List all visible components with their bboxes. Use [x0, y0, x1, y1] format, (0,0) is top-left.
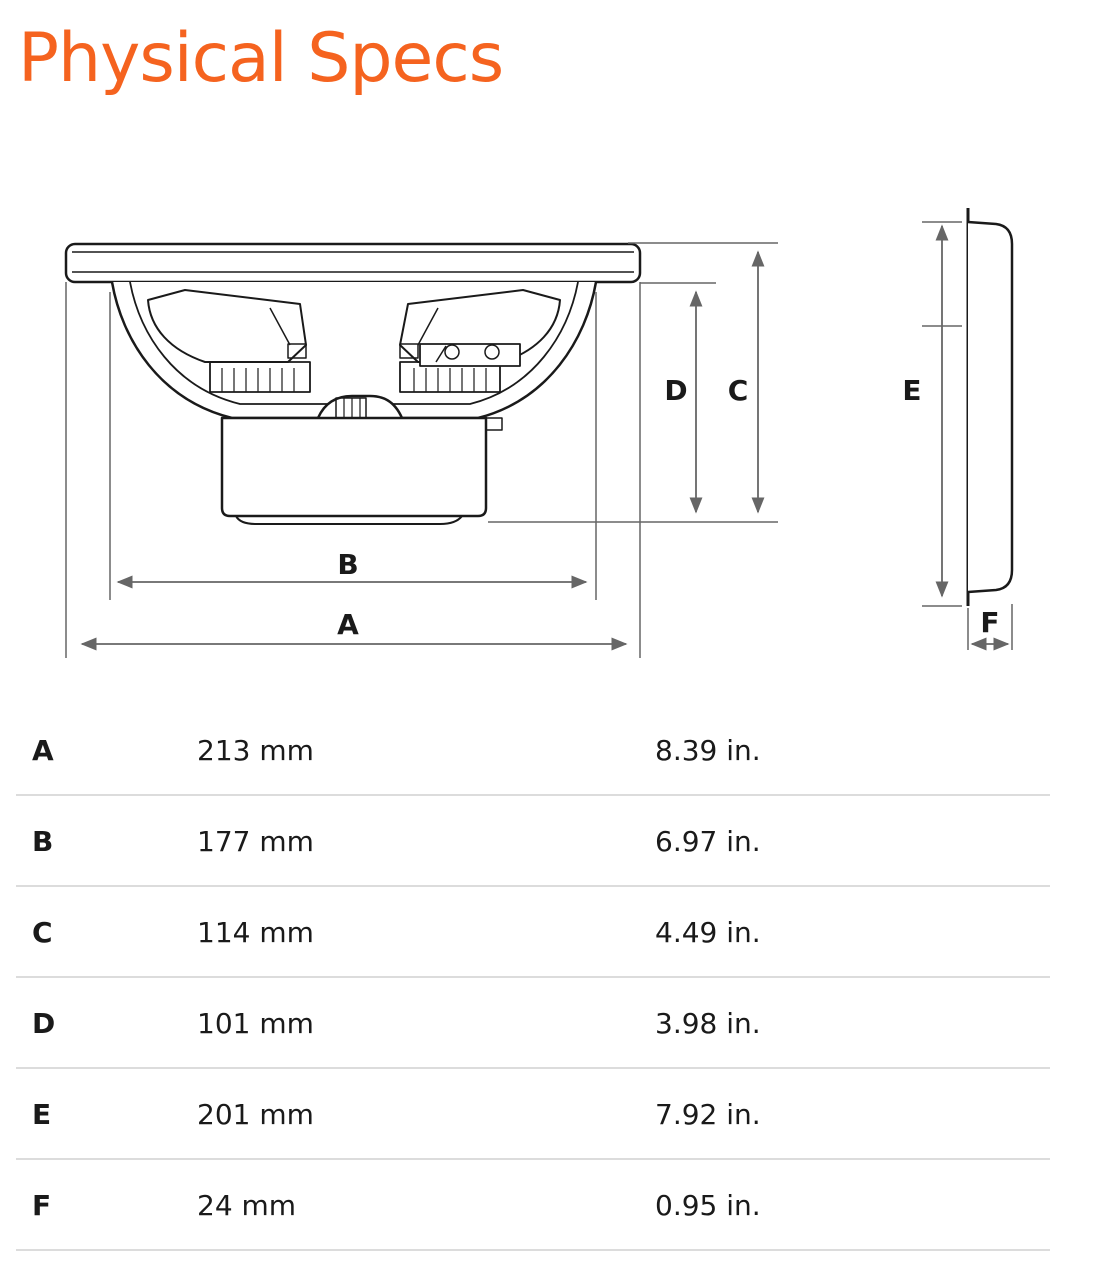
dimension-label-f: F	[980, 606, 1000, 639]
spec-inches: 8.39 in.	[655, 734, 761, 767]
spec-row-b	[16, 796, 1050, 887]
spec-mm: 114 mm	[197, 916, 314, 949]
spec-label: E	[32, 1098, 52, 1131]
spec-mm: 101 mm	[197, 1007, 314, 1040]
spec-label: F	[32, 1189, 52, 1222]
spec-row-a	[16, 705, 1050, 796]
spec-inches: 6.97 in.	[655, 825, 761, 858]
dimension-label-d: D	[664, 374, 688, 407]
spec-inches: 4.49 in.	[655, 916, 761, 949]
speaker-side-profile	[66, 244, 640, 524]
speaker-flange	[66, 244, 640, 282]
spec-row-c	[16, 887, 1050, 978]
spec-mm: 213 mm	[197, 734, 314, 767]
spec-inches: 0.95 in.	[655, 1189, 761, 1222]
dimension-label-c: C	[727, 374, 749, 407]
spec-row-f	[16, 1160, 1050, 1251]
spec-inches: 3.98 in.	[655, 1007, 761, 1040]
speaker-edge-profile	[968, 208, 1012, 606]
spec-mm: 201 mm	[197, 1098, 314, 1131]
page-title: Physical Specs	[18, 19, 504, 98]
spec-mm: 24 mm	[197, 1189, 297, 1222]
specs-table	[16, 705, 1050, 1251]
spec-mm: 177 mm	[197, 825, 314, 858]
spec-label: B	[32, 825, 54, 858]
spec-row-d	[16, 978, 1050, 1069]
dimension-label-b: B	[337, 548, 359, 581]
spec-label: A	[32, 734, 54, 767]
spec-inches: 7.92 in.	[655, 1098, 761, 1131]
dimension-label-e: E	[902, 374, 922, 407]
dimension-label-a: A	[337, 608, 359, 641]
spec-label: D	[32, 1007, 56, 1040]
spec-label: C	[32, 916, 53, 949]
speaker-magnet	[222, 418, 486, 516]
spec-row-e	[16, 1069, 1050, 1160]
